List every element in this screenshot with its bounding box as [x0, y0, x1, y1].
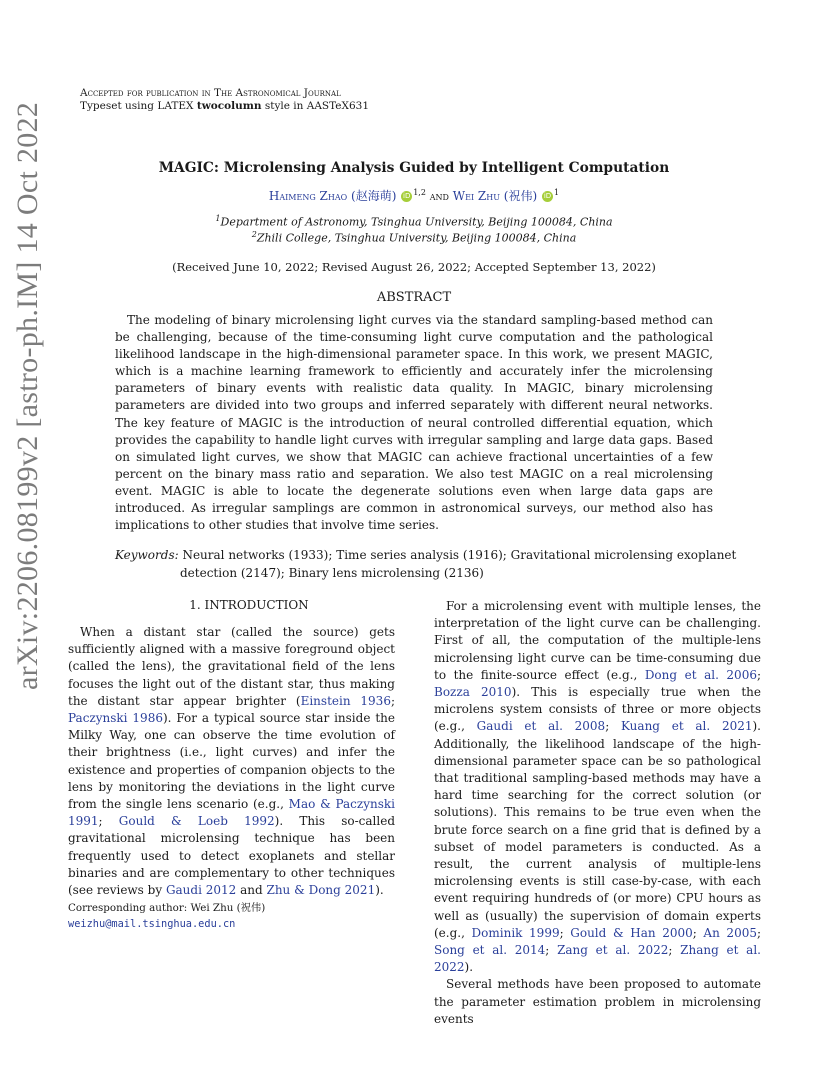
citation-link[interactable]: Gaudi et al. 2008 [476, 719, 606, 734]
section-heading-introduction: 1. INTRODUCTION [189, 598, 309, 612]
citation-link[interactable]: Gaudi 2012 [165, 883, 237, 898]
left-column [68, 624, 395, 899]
author-list: Haimeng Zhao (赵海萌) iD $^{1,2}$ and Wei Zhu (祝伟) iD $^1$ [268, 188, 560, 203]
abstract-text: The modeling of binary microlensing light curves via the standard sampling-based method can be challenging, because of the time-consuming light curve computation and the pathological likelihood landscape in the high-dimensional parameter space. In this work, we present MAGIC, which is a machine learning framework to efficiently and accurately infer the microlensing parameters of binary events with realistic data quality. In MAGIC, binary microlensing parameters are divided into two groups and inferred separately with different neural networks. The key feature of MAGIC is the introduction of neural controlled differential equation, which provides the capability to handle light curves with irregular sampling and large data gaps. Based on simulated light curves, we show that MAGIC can achieve fractional uncertainties of a few percent on the binary mass ratio and separation. We also test MAGIC on a real microlensing event. MAGIC is able to locate the degenerate solutions even when large data gaps are introduced. As irregular samplings are common in astronomical surveys, our method also has implications to other studies that involve time series. [115, 313, 713, 533]
email-link[interactable]: weizhu@mail.tsinghua.edu.cn [68, 917, 236, 930]
citation-link[interactable]: Dong et al. 2006 [644, 667, 757, 682]
citation-link[interactable]: Zang et al. 2022 [557, 943, 669, 958]
intro-paragraph-3: Several methods have been proposed to automate the parameter estimation problem in microlensing events [434, 977, 761, 1026]
citation-link[interactable]: Gould & Loeb 1992 [118, 814, 275, 829]
journal-header [80, 87, 341, 100]
citation-link[interactable]: Zhang et al. 2022 [434, 943, 761, 975]
citation-link[interactable]: Bozza 2010 [434, 685, 512, 700]
acceptance-note: Accepted for publication in The Astronomical Journal [80, 87, 341, 99]
typeset-note: Typeset using LATEX twocolumn style in AASTeX631 [80, 100, 370, 112]
citation-link[interactable]: Einstein 1936 [300, 693, 391, 708]
author-link-zhao[interactable]: Haimeng Zhao (赵海萌) [268, 189, 397, 203]
abstract-heading: ABSTRACT [376, 290, 452, 305]
intro-paragraph-2: For a microlensing event with multiple lenses, the interpretation of the light curve can be challenging. First of all, the computation of the multiple-lens microlensing light curve can be time-consuming due to the finite-source effect (e.g., Dong et al. 2006; Bozza 2010). This is especially true when the microlens system consists of three or more objects (e.g., Gaudi et al. 2008; Kuang et al. 2021). Additionally, the likelihood landscape of the high-dimensional parameter space can be so pathological that traditional sampling-based methods may have a hard time searching for the correct solution (or solutions). This remains to be true even when the brute force search on a fine grid that is defined by a subset of model parameters is conducted. As a result, the current analysis of multiple-lens microlensing events is still case-by-case, with each event requiring hundreds of (or more) CPU hours as well as (usually) the supervision of domain experts (e.g., Dominik 1999; Gould & Han 2000; An 2005; Song et al. 2014; Zang et al. 2022; Zhang et al. 2022). [434, 599, 762, 975]
latex-logo: LATEX [157, 100, 194, 112]
citation-link[interactable]: Dominik 1999 [471, 925, 560, 940]
citation-link[interactable]: Gould & Han 2000 [570, 925, 693, 940]
orcid-icon[interactable]: iD [543, 192, 552, 200]
right-column [434, 598, 761, 1028]
paper-title: MAGIC: Microlensing Analysis Guided by Intelligent Computation [158, 160, 670, 176]
orcid-icon[interactable]: iD [403, 192, 411, 200]
citation-link[interactable]: Zhu & Dong 2021 [266, 883, 376, 898]
arxiv-stamp: arXiv:2206.08199v2 [astro-ph.IM] 14 Oct 2022 [11, 101, 44, 690]
citation-link[interactable]: Kuang et al. 2021 [620, 719, 753, 734]
citation-link[interactable]: Mao & Paczynski 1991 [68, 797, 396, 829]
citation-link[interactable]: Song et al. 2014 [434, 943, 546, 958]
intro-paragraph-1: When a distant star (called the source) gets sufficiently aligned with a massive foreground object (called the lens), the gravitational field of the lens focuses the light out of the distant star, thus making the distant star appear brighter (Einstein 1936; Paczynski 1986). For a typical source star inside the Milky Way, one can observe the time evolution of their brightness (i.e., light curves) and infer the existence and properties of companion objects to the lens by monitoring the deviations in the light curve from the single lens scenario (e.g., Mao & Paczynski 1991; Gould & Loeb 1992). This so-called gravitational microlensing technique has been frequently used to detect exoplanets and stellar binaries and are complementary to other techniques (see reviews by Gaudi 2012 and Zhu & Dong 2021). [68, 625, 396, 898]
affiliation-1: $^1$Department of Astronomy, Tsinghua University, Beijing 100084, China [215, 214, 613, 229]
keywords: Keywords: Neural networks (1933); Time series analysis (1916); Gravitational microlensing exoplanet detection (2147); Binary lens microlensing (2136) [115, 548, 737, 580]
author-link-zhu[interactable]: Wei Zhu (祝伟) [452, 189, 538, 203]
citation-link[interactable]: Paczynski 1986 [68, 711, 163, 726]
affiliation-2: $^2$Zhili College, Tsinghua University, Beijing 100084, China [251, 230, 577, 245]
corresponding-author-footnote: Corresponding author: Wei Zhu (祝伟) weizhu@mail.tsinghua.edu.cn [68, 901, 265, 932]
citation-link[interactable]: An 2005 [703, 925, 757, 940]
received-dates: (Received June 10, 2022; Revised August 26, 2022; Accepted September 13, 2022) [172, 260, 656, 274]
